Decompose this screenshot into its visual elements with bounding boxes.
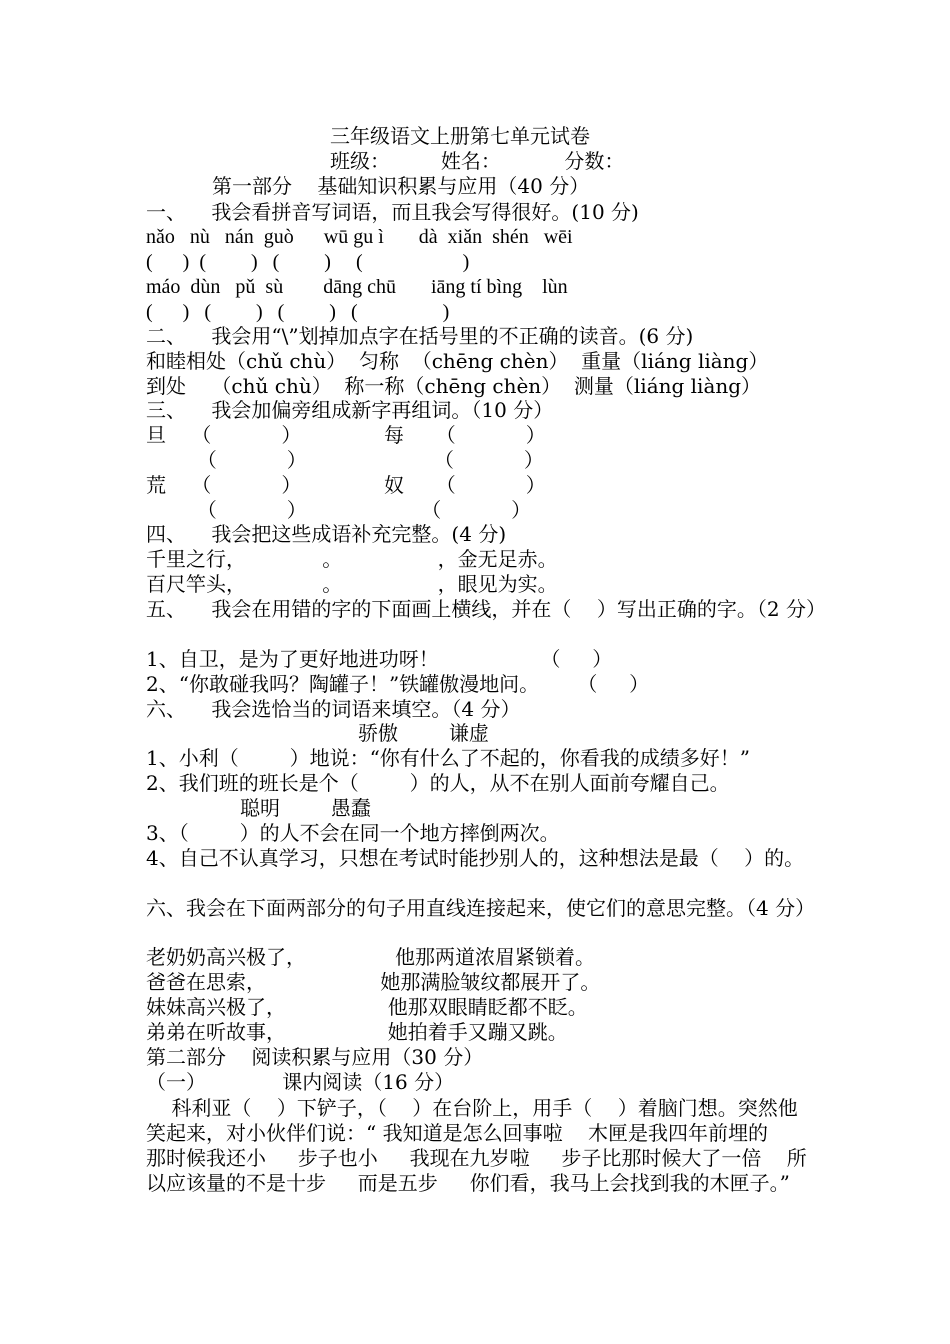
reading-passage[interactable]: 科利亚（ ）下铲子，（ ）在台阶上，用手（ ）着脑门想。突然他笑起来，对小伙伴们说：“ 我知道是怎么回事啦 木匣是我四年前埋的 那时候我还小 步子也小 我现在九岁啦 步子比那时候大了一倍 所以应该量的不是十步 而是五步 你们看，我马上会找到我的木匣子。” xyxy=(146,1096,807,1195)
part1-heading: 第一部分 基础知识积累与应用（40 分） xyxy=(212,174,590,198)
q7-row4: 弟弟在听故事， 她拍着手又蹦又跳。 xyxy=(146,1020,568,1044)
q7-heading: 六、我会在下面两部分的句子用直线连接起来，使它们的意思完整。（4 分） xyxy=(146,896,816,920)
q3-row3[interactable]: 荒 （ ） 奴 （ ） xyxy=(146,473,546,497)
part2-heading: 第二部分 阅读积累与应用（30 分） xyxy=(146,1045,484,1069)
q6-word-choices-1: 骄傲 谦虚 xyxy=(358,721,489,745)
q4-heading: 四、 我会把这些成语补充完整。(4 分) xyxy=(146,522,507,546)
q6-row3[interactable]: 3、（ ）的人不会在同一个地方摔倒两次。 xyxy=(146,821,560,845)
q7-row2: 爸爸在思索， 她那满脸皱纹都展开了。 xyxy=(146,970,601,994)
q1-pinyin-row2: máo dùn pǔ sù dāng chū iāng tí bìng lùn xyxy=(146,276,568,298)
q5-row2[interactable]: 2、“你敢碰我吗？陶罐子！”铁罐傲漫地问。 （ ） xyxy=(146,672,650,696)
q6-word-choices-2: 聪明 愚蠢 xyxy=(240,796,371,820)
q3-row2[interactable]: （ ） （ ） xyxy=(146,448,544,472)
student-info-line: 班级： 姓名： 分数： xyxy=(330,149,625,173)
reading-heading: （一） 课内阅读（16 分） xyxy=(146,1070,455,1094)
q2-heading: 二、 我会用“\”划掉加点字在括号里的不正确的读音。(6 分) xyxy=(146,324,694,348)
q1-heading: 一、 我会看拼音写词语，而且我会写得很好。(10 分) xyxy=(146,200,639,224)
q2-row2: 到处 （chǔ chù） 称一称（chēng chèn） 测量（liáng liàng） xyxy=(146,374,762,398)
q7-row1: 老奶奶高兴极了， 他那两道浓眉紧锁着。 xyxy=(146,945,596,969)
q6-row2[interactable]: 2、我们班的班长是个（ ）的人，从不在别人面前夸耀自己。 xyxy=(146,771,730,795)
exam-title: 三年级语文上册第七单元试卷 xyxy=(330,124,590,148)
q4-row1[interactable]: 千里之行， 。 ，金无足赤。 xyxy=(146,547,558,571)
q6-row1[interactable]: 1、小利（ ）地说：“你有什么了不起的，你看我的成绩多好！” xyxy=(146,746,751,770)
q1-pinyin-row1: nǎo nù nán guò wū gu ì dà xiǎn shén wēi xyxy=(146,226,573,248)
q3-heading: 三、 我会加偏旁组成新字再组词。（10 分） xyxy=(146,398,554,422)
q3-row4[interactable]: （ ） （ ） xyxy=(146,498,532,522)
q3-row1[interactable]: 旦 （ ） 每 （ ） xyxy=(146,423,546,447)
q6-row4[interactable]: 4、自己不认真学习，只想在考试时能抄别人的，这种想法是最（ ）的。 xyxy=(146,846,805,870)
q6-heading: 六、 我会选恰当的词语来填空。（4 分） xyxy=(146,697,521,721)
q4-row2[interactable]: 百尺竿头， 。 ，眼见为实。 xyxy=(146,572,558,596)
q5-heading: 五、 我会在用错的字的下面画上横线，并在（ ）写出正确的字。（2 分） xyxy=(146,597,826,621)
q1-blank-row2[interactable]: ( ) ( ) ( ) ( ) xyxy=(146,301,450,323)
q2-row1: 和睦相处（chǔ chù） 匀称 （chēng chèn） 重量（liáng liàng） xyxy=(146,349,769,373)
q5-row1[interactable]: 1、自卫，是为了更好地进功呀！ （ ） xyxy=(146,647,613,671)
q7-row3: 妹妹高兴极了， 他那双眼睛眨都不眨。 xyxy=(146,995,588,1019)
q1-blank-row1[interactable]: ( ) ( ) ( ) ( ) xyxy=(146,251,470,273)
